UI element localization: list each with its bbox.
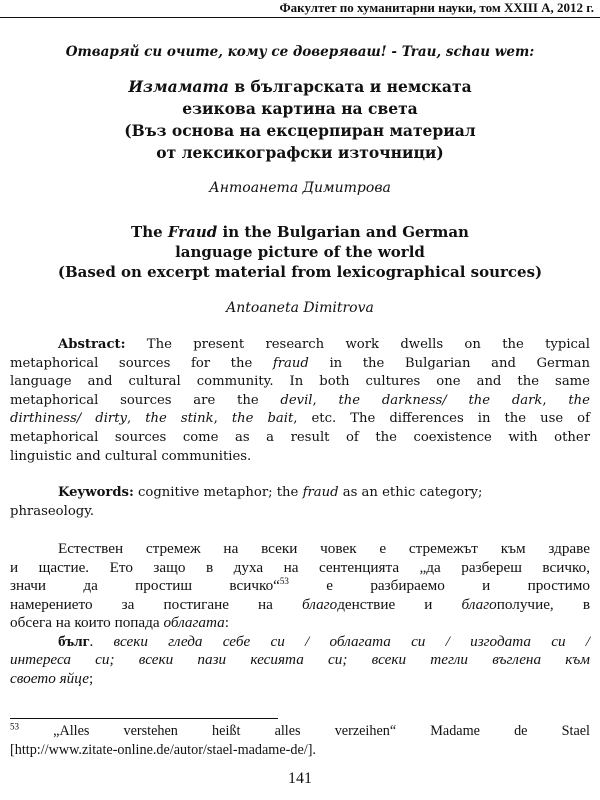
title-bg-line-3: (Въз основа на ексцерпиран материал — [124, 121, 476, 140]
abstract — [10, 336, 590, 466]
abstract-line-3: language and cultural community. In both cultures one and the same — [10, 374, 590, 390]
body-italic: своето яйце — [10, 669, 89, 687]
abstract-line-5 — [10, 410, 590, 429]
title-en-pre: The — [131, 223, 168, 241]
keywords-line-2: phraseology. — [10, 503, 95, 519]
keywords-text: cognitive metaphor; the — [133, 485, 303, 500]
title-en-line-2: language picture of the world — [175, 243, 425, 261]
author-english: Antoaneta Dimitrova — [226, 300, 374, 316]
body-line-4 — [10, 596, 590, 615]
title-bulgarian — [60, 76, 540, 164]
body-text-run: получие, в — [496, 595, 590, 613]
footnote-text: „Alles verstehen heißt alles verzeihen“ Madame de Stael — [19, 723, 590, 739]
title-en-post: in the Bulgarian and German — [217, 223, 469, 241]
abstract-line-4 — [10, 392, 590, 411]
footnote-line-2: [http://www.zitate-online.de/autor/stael-madame-de/]. — [10, 742, 316, 758]
abstract-italic: fraud — [272, 355, 309, 371]
footnote-rule — [10, 718, 278, 719]
abstract-line-7: linguistic and cultural communities. — [10, 448, 252, 464]
body-italic: благо — [461, 595, 497, 613]
body-text-run: ; — [89, 669, 94, 687]
body-italic: интереса си; всеки пази кесията си; всеки тегли въглена към — [10, 651, 590, 668]
body-line-3 — [10, 577, 590, 596]
abstract-text: , — [213, 411, 232, 427]
keywords-line-1 — [10, 484, 590, 503]
title-en-italic-word: Fraud — [167, 223, 218, 241]
title-bg-italic-word: Измамата — [128, 77, 229, 96]
body-line-6 — [10, 633, 590, 652]
title-en-line-3: (Based on excerpt material from lexicographical sources) — [57, 263, 543, 281]
page-number: 141 — [288, 770, 312, 787]
abstract-italic: the — [568, 392, 590, 408]
abstract-line-6: metaphorical sources come as a result of the coexistence with other — [10, 429, 590, 445]
body-text-run: . — [89, 632, 114, 650]
title-en-line-1 — [20, 222, 580, 242]
body-text-run: е разбираемо и простимо — [288, 577, 590, 594]
abstract-text: in the Bulgarian and German — [308, 355, 590, 371]
abstract-line-1 — [10, 336, 590, 355]
abstract-label: Abstract: — [58, 337, 126, 352]
abstract-italic: the darkness/ the dark — [338, 392, 543, 408]
body-bold: бълг — [58, 632, 90, 650]
running-header: Факултет по хуманитарни науки, том XXIII А, 2012 г. — [0, 0, 600, 18]
body-line-1: Естествен стремеж на всеки човек е стремежът към здраве — [58, 540, 590, 557]
title-bg-line-1 — [60, 76, 540, 98]
abstract-text: metaphorical sources are the — [10, 392, 281, 408]
body-text-run: денствие и — [337, 595, 462, 613]
abstract-text: The present research work dwells on the typical — [125, 337, 590, 352]
abstract-italic: dirthiness/ dirty — [10, 411, 127, 427]
abstract-italic: devil — [280, 392, 313, 408]
title-bg-line-2: езикова картина на света — [182, 99, 418, 118]
footnote-line-1 — [10, 722, 590, 741]
abstract-text: , — [542, 392, 569, 408]
author-bulgarian: Антоанета Димитрова — [209, 180, 391, 196]
abstract-text: , etc. The differences in the use of — [293, 411, 590, 427]
title-english — [20, 222, 580, 282]
body-italic: облагата — [163, 614, 225, 631]
epigraph: Отваряй си очите, кому се доверяваш! - Trau, schau wem: — [65, 44, 535, 60]
abstract-italic: the bait — [231, 411, 294, 427]
footnote — [10, 722, 590, 760]
body-line-8 — [10, 670, 590, 689]
keywords-label: Keywords: — [58, 485, 134, 500]
body-line-7 — [10, 651, 590, 670]
body-text — [10, 540, 590, 688]
abstract-text: , — [312, 392, 339, 408]
body-italic: всеки гледа себе си / облагата си / изгодата си / — [113, 632, 591, 650]
abstract-line-2 — [10, 355, 590, 374]
body-line-2: и щастие. Ето защо в духа на сентенцията „да разбереш всичко, — [10, 558, 590, 576]
footnote-ref: 53 — [279, 575, 289, 586]
footnote-number: 53 — [10, 721, 19, 732]
title-bg-line-4: от лексикографски източници) — [156, 143, 444, 162]
keywords-italic: fraud — [302, 485, 339, 500]
abstract-text: metaphorical sources for the — [10, 355, 273, 371]
abstract-text: , — [127, 411, 146, 427]
body-text-run: намерението за постигане на — [10, 595, 303, 613]
title-bg-line-1-rest: в българската и немската — [228, 77, 472, 96]
keywords — [10, 484, 590, 521]
body-italic: благо — [302, 595, 338, 613]
abstract-italic: the stink — [145, 411, 214, 427]
body-text-run: значи да простиш всичко“ — [10, 577, 280, 594]
body-text-run: обсега на които попада — [10, 614, 164, 631]
body-line-5 — [10, 614, 590, 633]
body-text-run: : — [224, 614, 229, 631]
keywords-text: as an ethic category; — [338, 485, 483, 500]
